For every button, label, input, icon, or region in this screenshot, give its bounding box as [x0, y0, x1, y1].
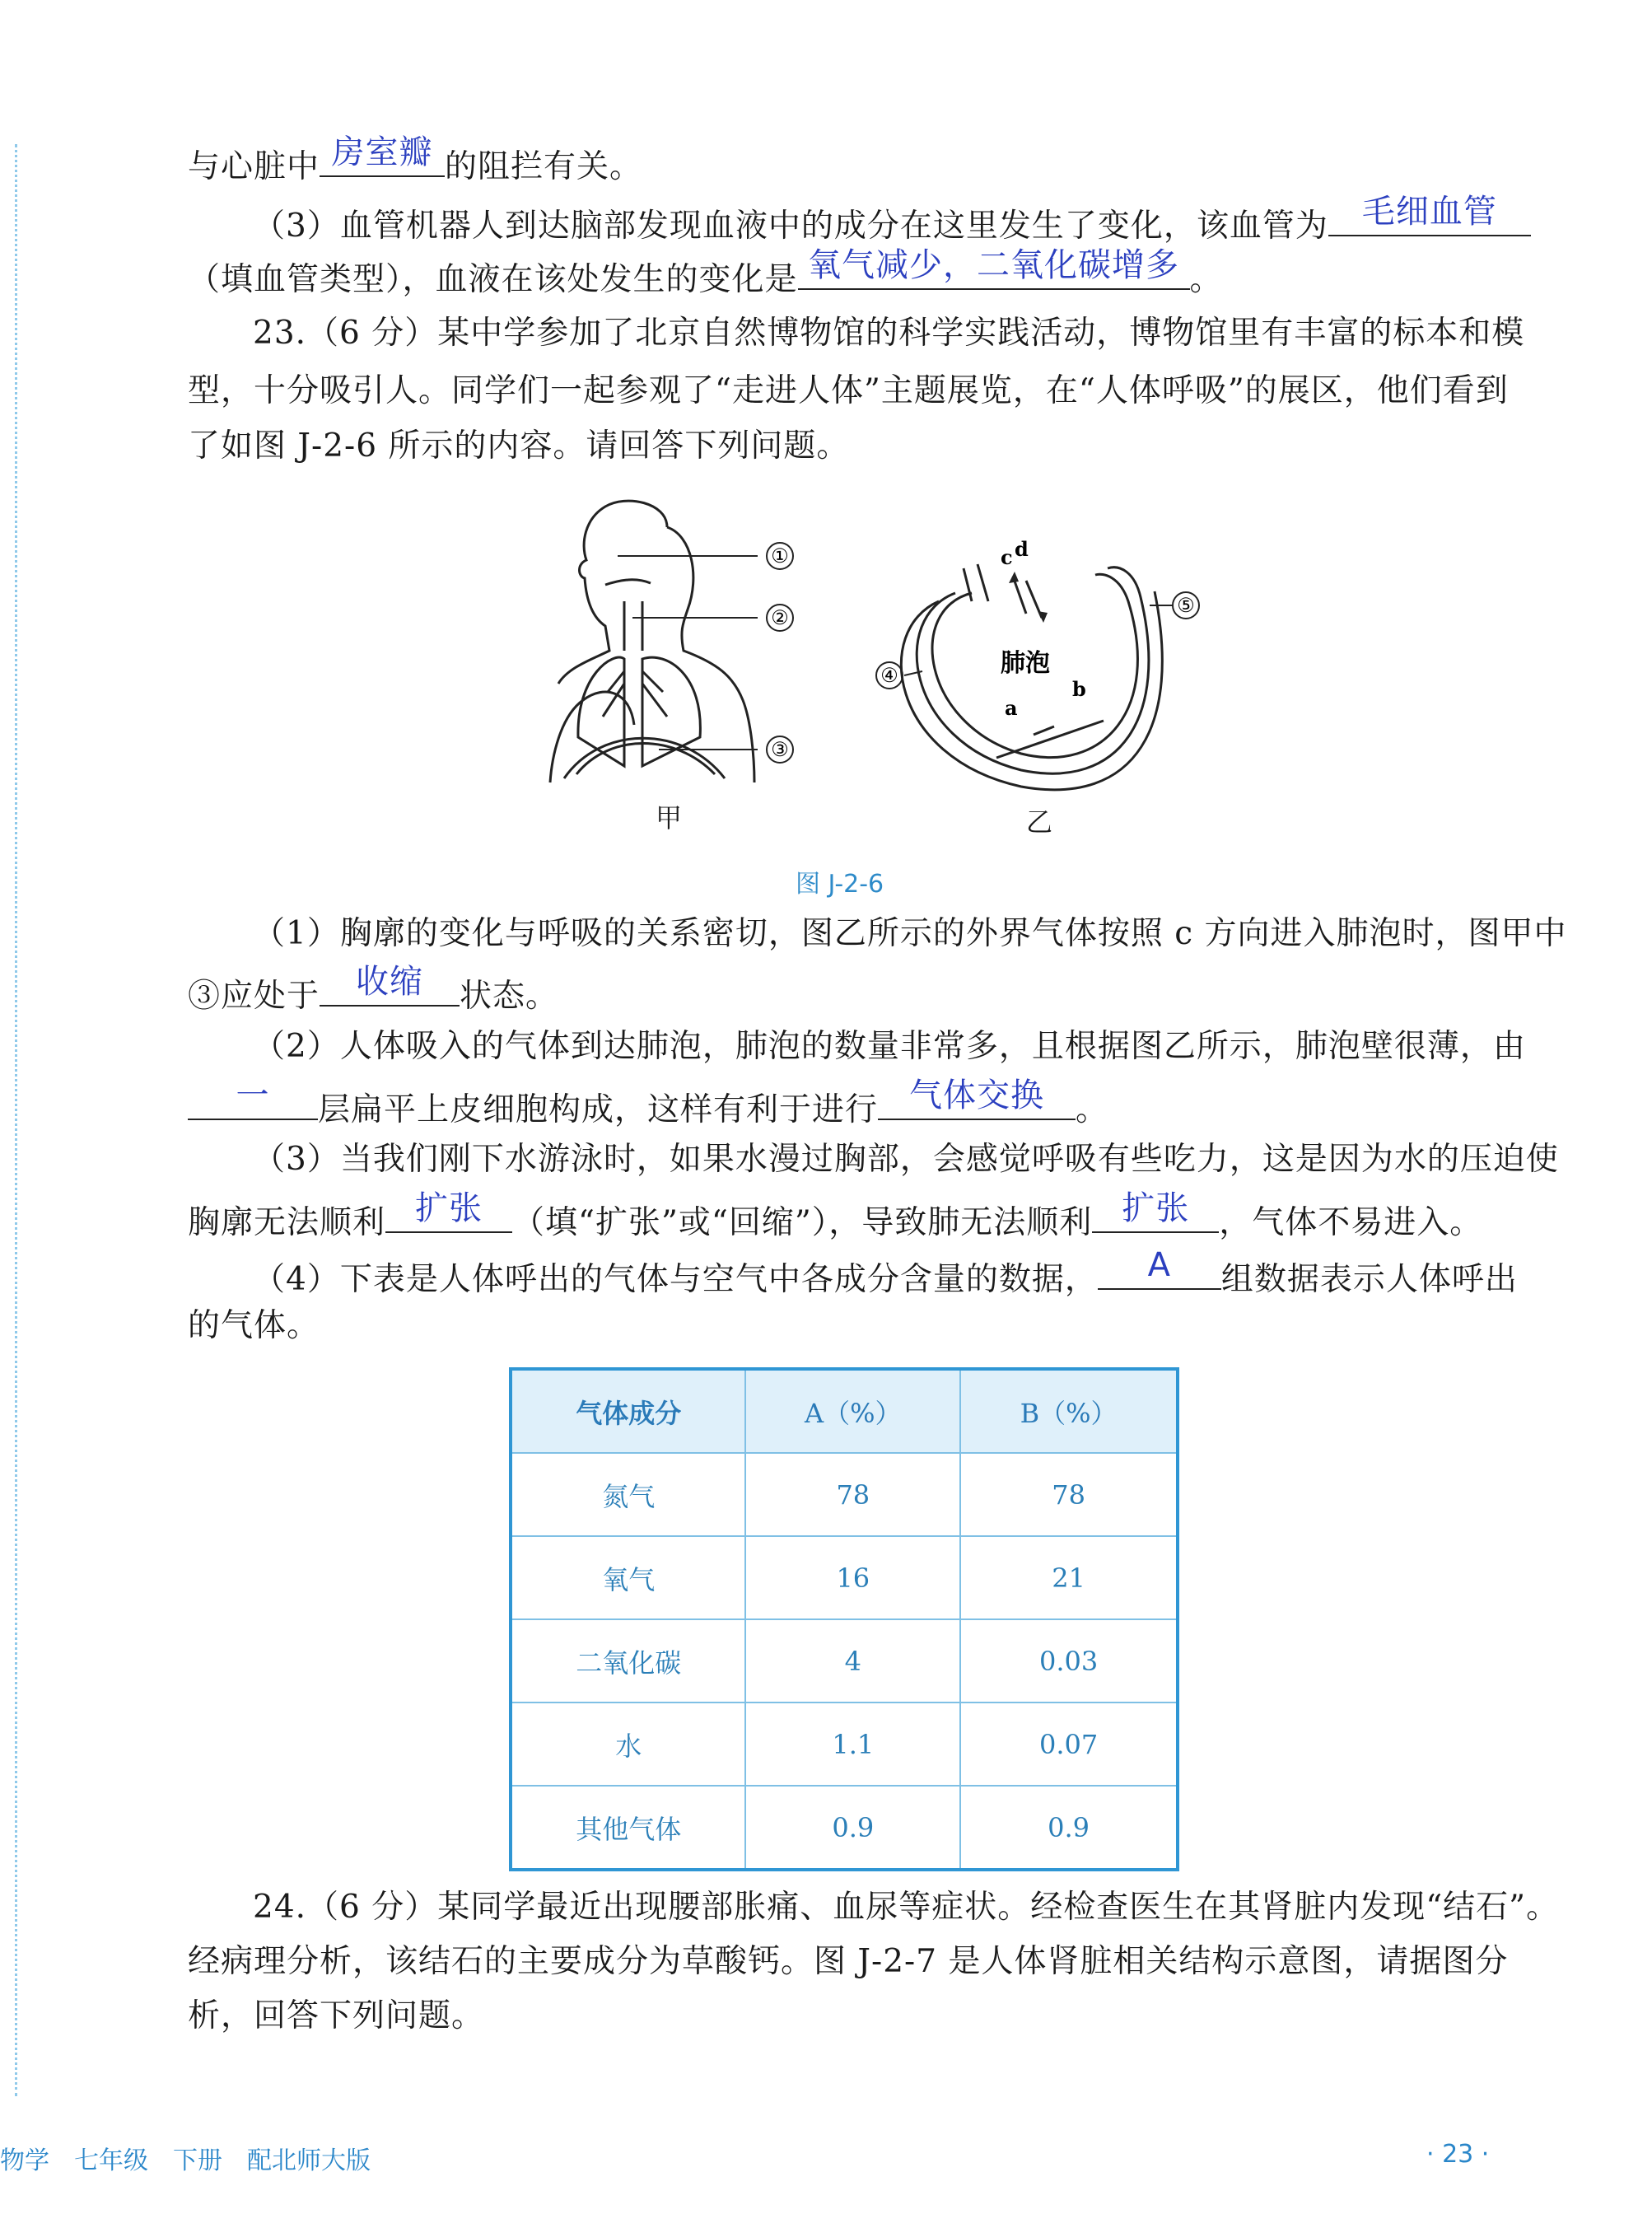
table-cell: 78	[960, 1453, 1178, 1536]
label-mark2: ②	[771, 606, 789, 629]
q23-answer-blank-4[interactable]: 扩张	[385, 1192, 512, 1233]
table-row	[511, 1536, 1178, 1619]
q24-line2: 经病理分析，该结石的主要成分为草酸钙。图 J-2-7 是人体肾脏相关结构示意图，请据图分	[188, 1943, 1509, 1980]
label-mark1: ①	[771, 544, 789, 568]
table-cell: 21	[960, 1536, 1178, 1619]
table-header: 气体成分	[511, 1369, 745, 1453]
table-cell: 其他气体	[511, 1786, 745, 1870]
figure-jia-body	[550, 501, 754, 782]
figure-respiration	[527, 486, 1195, 840]
label-a: a	[1005, 696, 1018, 720]
label-yi: 乙	[1026, 806, 1053, 838]
table-header-row	[511, 1369, 1178, 1453]
table-cell: 氧气	[511, 1536, 745, 1619]
q23-answer-blank-5[interactable]: 扩张	[1092, 1192, 1219, 1233]
q24-line1: 24.（6 分）某同学最近出现腰部胀痛、血尿等症状。经检查医生在其肾脏内发现“结石”。	[253, 1889, 1560, 1926]
table-header: B（%）	[960, 1369, 1178, 1453]
page-number: · 23 ·	[1426, 2140, 1490, 2169]
q22-answer-blank-2[interactable]: 毛细血管	[1328, 195, 1531, 236]
table-cell: 氮气	[511, 1453, 745, 1536]
table-row	[511, 1619, 1178, 1703]
table-row	[511, 1703, 1178, 1786]
table-cell: 1.1	[745, 1703, 960, 1786]
label-mark3: ③	[771, 738, 789, 761]
table-cell: 0.03	[960, 1619, 1178, 1703]
q22-line1: 与心脏中 房室瓣 的阻拦有关。	[188, 133, 643, 185]
label-alveolus: 肺泡	[1001, 649, 1050, 678]
label-mark5: ⑤	[1177, 594, 1195, 617]
table-cell: 78	[745, 1453, 960, 1536]
q22-answer-blank-1[interactable]: 房室瓣	[320, 136, 445, 177]
q23-answer-blank-2[interactable]: 一	[188, 1079, 318, 1120]
q23-answer-blank-6[interactable]: A	[1098, 1249, 1221, 1290]
q23-stem-line3: 了如图 J-2-6 所示的内容。请回答下列问题。	[188, 427, 850, 465]
label-d: d	[1015, 537, 1029, 561]
table-cell: 4	[745, 1619, 960, 1703]
q23-p3-line1: （3）当我们刚下水游泳时，如果水漫过胸部，会感觉呼吸有些吃力，这是因为水的压迫使	[253, 1141, 1559, 1178]
label-jia: 甲	[656, 802, 683, 834]
q23-p4-line1: （4）下表是人体呼出的气体与空气中各成分含量的数据， A 组数据表示人体呼出	[253, 1246, 1518, 1298]
q23-p2-line2: 一 层扁平上皮细胞构成，这样有利于进行 气体交换 。	[188, 1079, 1108, 1133]
q23-p2-line1: （2）人体吸入的气体到达肺泡，肺泡的数量非常多，且根据图乙所示，肺泡壁很薄，由	[253, 1028, 1526, 1065]
table-row	[511, 1453, 1178, 1536]
table-cell: 二氧化碳	[511, 1619, 745, 1703]
figure-caption: 图 J-2-6	[796, 870, 884, 899]
q23-stem-line1: 23.（6 分）某中学参加了北京自然博物馆的科学实践活动，博物馆里有丰富的标本和模	[253, 315, 1525, 352]
table-cell: 水	[511, 1703, 745, 1786]
q23-answer-blank-1[interactable]: 收缩	[320, 965, 460, 1007]
table-cell: 0.9	[960, 1786, 1178, 1870]
q22-p3-line2: （填血管类型），血液在该处发生的变化是 氧气减少，二氧化碳增多 。	[188, 246, 1223, 298]
q22-p3-line1: （3）血管机器人到达脑部发现血液中的成分在这里发生了变化，该血管为 毛细血管	[253, 195, 1531, 250]
q23-p1-line1: （1）胸廓的变化与呼吸的关系密切，图乙所示的外界气体按照 c 方向进入肺泡时，图甲中	[253, 915, 1567, 952]
q23-stem-line2: 型，十分吸引人。同学们一起参观了“走进人体”主题展览，在“人体呼吸”的展区，他们看到	[188, 372, 1509, 409]
margin-decoration	[15, 144, 22, 2096]
table-cell: 0.9	[745, 1786, 960, 1870]
footer-book-info: 物学 七年级 下册 配北师大版	[0, 2146, 371, 2175]
q23-p1-line2: ③应处于 收缩 状态。	[188, 963, 559, 1015]
table-cell: 16	[745, 1536, 960, 1619]
label-b: b	[1072, 677, 1086, 701]
q24-line3: 析，回答下列问题。	[188, 1997, 485, 2034]
table-header: A（%）	[745, 1369, 960, 1453]
q23-p4-line2: 的气体。	[188, 1307, 320, 1344]
label-c: c	[1001, 545, 1013, 569]
label-mark4: ④	[880, 664, 898, 687]
table-row	[511, 1786, 1178, 1870]
gas-composition-table	[509, 1367, 1179, 1871]
table-cell: 0.07	[960, 1703, 1178, 1786]
q23-answer-blank-3[interactable]: 气体交换	[878, 1079, 1076, 1120]
q22-answer-blank-3[interactable]: 氧气减少，二氧化碳增多	[798, 249, 1190, 290]
q23-p3-line2: 胸廓无法顺利 扩张 （填“扩张”或“回缩”），导致肺无法顺利 扩张 ，气体不易进入。	[188, 1189, 1483, 1241]
